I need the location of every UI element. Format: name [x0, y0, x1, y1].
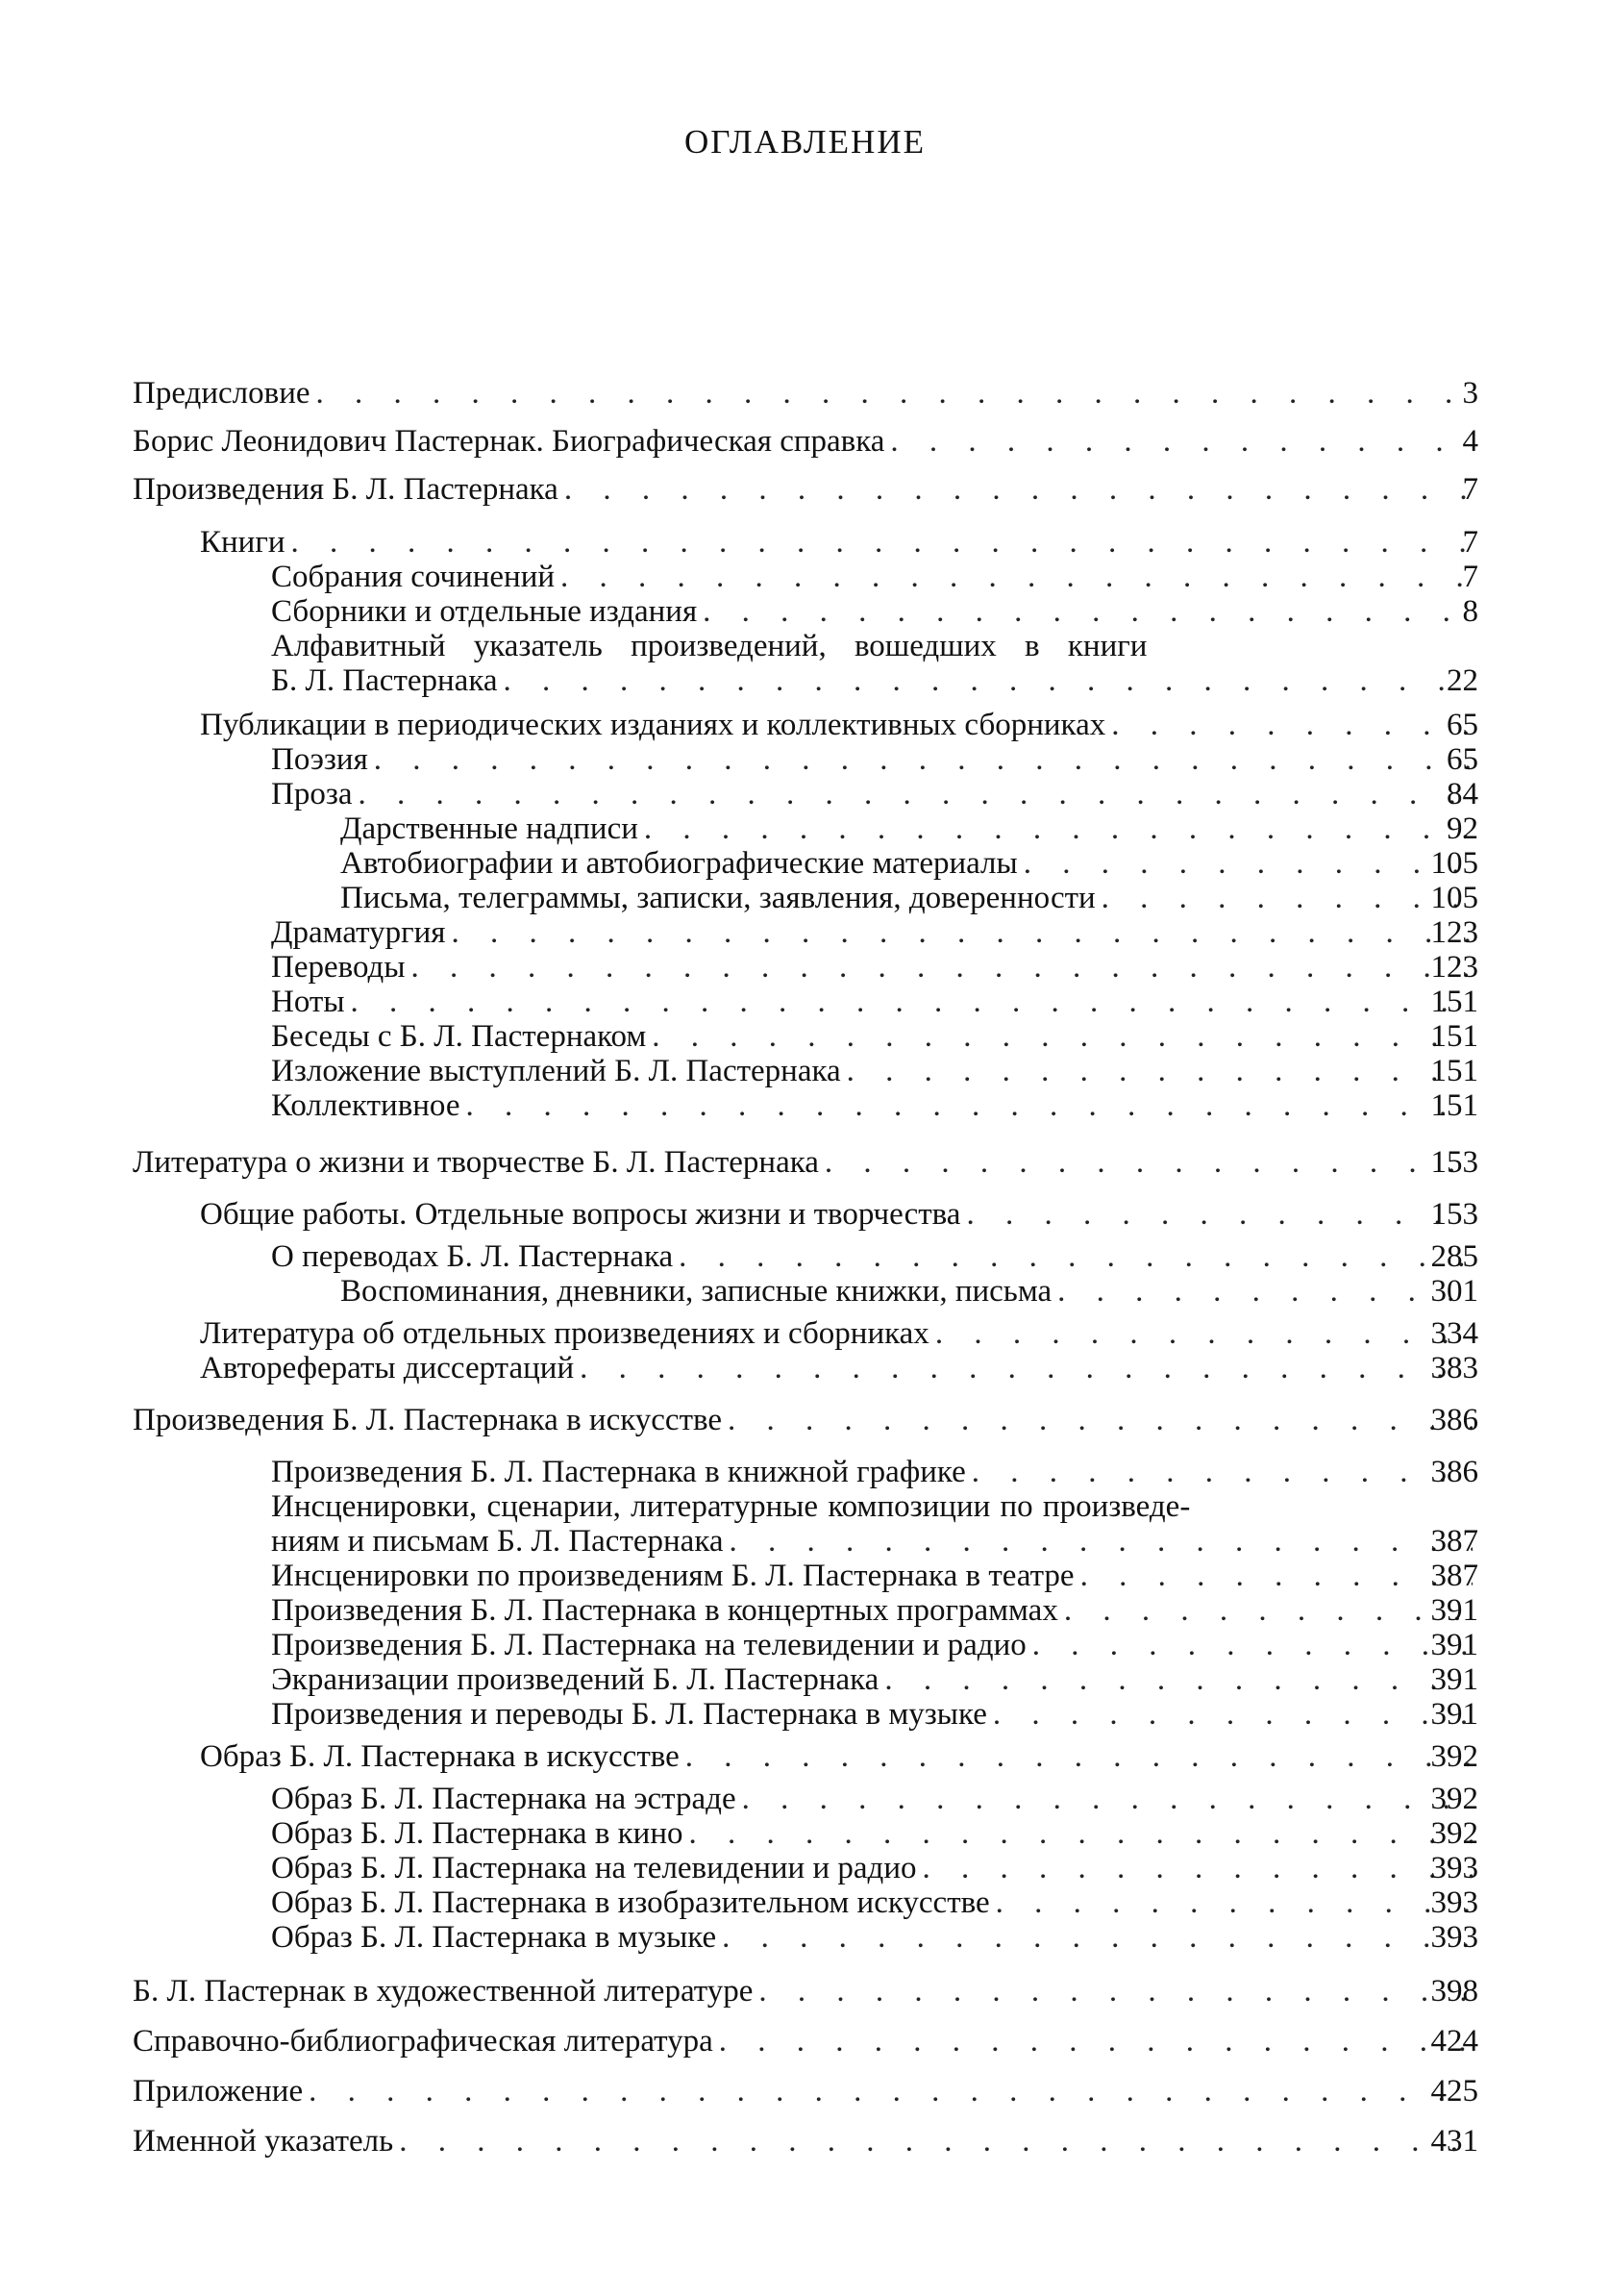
toc-entry-page: 153 — [1430, 1145, 1478, 1180]
toc-entry-label: Приложение — [133, 2074, 304, 2109]
dot-leader — [1032, 1627, 1473, 1663]
dot-leader — [722, 1919, 1473, 1956]
toc-entry — [133, 2023, 1478, 2059]
toc-entry — [271, 776, 1478, 812]
toc-entry — [133, 1973, 1478, 2009]
toc-entry — [271, 559, 1478, 595]
toc-entry-label: Предисловие — [133, 376, 310, 411]
dot-leader — [996, 1884, 1473, 1921]
toc-entry-page: 7 — [1462, 472, 1478, 507]
toc-entry-page: 387 — [1430, 1559, 1478, 1593]
toc-entry-page: 393 — [1430, 1920, 1478, 1955]
toc-entry-label: Авторефераты диссертаций — [200, 1351, 575, 1385]
dot-leader — [374, 741, 1473, 778]
toc-entry-page: 387 — [1430, 1524, 1478, 1559]
dot-leader — [291, 524, 1473, 561]
toc-entry-page: 151 — [1430, 1054, 1478, 1088]
toc-entry-label: Произведения Б. Л. Пастернака — [133, 472, 558, 507]
toc-entry-label: Справочно-библиографическая литература — [133, 2024, 713, 2059]
toc-entry-page: 22 — [1447, 663, 1478, 698]
page-title: ОГЛАВЛЕНИЕ — [684, 123, 926, 161]
toc-entry — [200, 1350, 1478, 1386]
toc-entry-label: Инсценировки по произведениям Б. Л. Пастернака в театре — [271, 1559, 1075, 1593]
toc-entry-label: Образ Б. Л. Пастернака в искусстве — [200, 1739, 680, 1774]
dot-leader — [890, 423, 1473, 460]
toc-entry-label: Драматургия — [271, 915, 446, 950]
toc-entry-label: Произведения Б. Л. Пастернака на телевидении и радио — [271, 1628, 1027, 1662]
toc-entry — [271, 1627, 1478, 1663]
toc-entry-label: Образ Б. Л. Пастернака на телевидении и радио — [271, 1851, 917, 1885]
toc-entry-label: Ноты — [271, 985, 345, 1019]
toc-entry — [340, 845, 1478, 882]
toc-entry — [340, 811, 1478, 847]
toc-entry-page: 392 — [1430, 1782, 1478, 1816]
toc-entry-page: 92 — [1447, 811, 1478, 846]
toc-entry-page: 65 — [1447, 708, 1478, 742]
toc-entry-label: Беседы с Б. Л. Пастернаком — [271, 1019, 647, 1054]
toc-entry-label: Книги — [200, 525, 285, 560]
toc-entry-label: Сборники и отдельные издания — [271, 594, 698, 629]
dot-leader — [451, 914, 1473, 951]
toc-entry-page: 391 — [1430, 1662, 1478, 1697]
toc-entry-label: О переводах Б. Л. Пастернака — [271, 1239, 674, 1274]
toc-entry-page: 383 — [1430, 1351, 1478, 1385]
toc-entry-label: Литература о жизни и творчестве Б. Л. Пастернака — [133, 1145, 819, 1180]
toc-entry-page: 391 — [1430, 1628, 1478, 1662]
toc-entry-page: 123 — [1430, 915, 1478, 950]
toc-entry — [271, 1781, 1478, 1817]
dot-leader — [359, 776, 1473, 812]
dot-leader — [309, 2073, 1473, 2109]
toc-entry-label: Экранизации произведений Б. Л. Пастернака — [271, 1662, 879, 1697]
toc-entry — [340, 1273, 1478, 1310]
toc-entry — [340, 880, 1478, 916]
toc-entry-page: 424 — [1430, 2024, 1478, 2059]
toc-entry — [133, 2123, 1478, 2159]
toc-entry — [271, 1592, 1478, 1629]
toc-entry — [133, 471, 1478, 508]
toc-entry-label: Б. Л. Пастернака — [271, 663, 498, 698]
dot-leader — [1024, 845, 1473, 882]
dot-leader — [644, 811, 1473, 847]
toc-entry-label: Образ Б. Л. Пастернака в музыке — [271, 1920, 717, 1955]
toc-entry — [271, 1488, 1398, 1525]
dot-leader — [935, 1315, 1473, 1352]
toc-entry — [271, 1238, 1478, 1275]
toc-entry-label: Произведения Б. Л. Пастернака в концертных программах — [271, 1593, 1058, 1628]
toc-entry-label: Образ Б. Л. Пастернака в изобразительном искусстве — [271, 1885, 990, 1920]
toc-entry-page: 153 — [1430, 1197, 1478, 1232]
toc-entry — [271, 1053, 1478, 1089]
toc-entry-label: Борис Леонидович Пастернак. Биографическая справка — [133, 424, 885, 459]
dot-leader — [703, 593, 1473, 630]
toc-entry — [271, 1815, 1478, 1852]
toc-entry-label: Коллективное — [271, 1088, 460, 1123]
toc-entry — [271, 593, 1478, 630]
toc-entry-label: Проза — [271, 777, 353, 811]
toc-entry — [271, 1919, 1478, 1956]
dot-leader — [466, 1087, 1474, 1124]
dot-leader — [922, 1850, 1473, 1886]
toc-entry-label: Переводы — [271, 950, 406, 985]
toc-entry-page: 334 — [1430, 1316, 1478, 1351]
toc-entry-page: 151 — [1430, 985, 1478, 1019]
dot-leader — [399, 2123, 1473, 2159]
toc-entry — [133, 423, 1478, 460]
toc-entry-label: Произведения Б. Л. Пастернака в искусстве — [133, 1403, 723, 1437]
toc-entry-page: 7 — [1462, 560, 1478, 594]
toc-entry-label: Б. Л. Пастернак в художественной литературе — [133, 1974, 754, 2009]
toc-entry-page: 398 — [1430, 1974, 1478, 2009]
toc-entry-label: Образ Б. Л. Пастернака на эстраде — [271, 1782, 736, 1816]
toc-entry — [200, 1738, 1478, 1775]
dot-leader — [993, 1696, 1473, 1733]
toc-entry — [200, 1315, 1478, 1352]
dot-leader — [580, 1350, 1473, 1386]
toc-entry — [271, 1558, 1478, 1594]
dot-leader — [504, 662, 1473, 699]
toc-entry-page: 4 — [1462, 424, 1478, 459]
dot-leader — [652, 1018, 1473, 1055]
dot-leader — [689, 1815, 1473, 1852]
dot-leader — [972, 1454, 1473, 1490]
dot-leader — [825, 1144, 1473, 1181]
toc-entry — [200, 707, 1478, 743]
toc-entry-page: 8 — [1462, 594, 1478, 629]
toc-entry-label: Общие работы. Отдельные вопросы жизни и творчества — [200, 1197, 961, 1232]
toc-entry — [271, 984, 1478, 1020]
toc-entry-label: Инсценировки, сценарии, литературные композиции по произведе- — [271, 1489, 1191, 1524]
dot-leader — [728, 1402, 1473, 1438]
dot-leader — [719, 2023, 1473, 2059]
dot-leader — [316, 375, 1474, 412]
toc-entry-page: 386 — [1430, 1403, 1478, 1437]
dot-leader — [560, 559, 1473, 595]
dot-leader — [679, 1238, 1473, 1275]
toc-entry-label: Автобиографии и автобиографические материалы — [340, 846, 1018, 881]
toc-entry-page: 105 — [1430, 846, 1478, 881]
toc-entry — [133, 1402, 1478, 1438]
toc-entry-page: 392 — [1430, 1739, 1478, 1774]
toc-entry-label: Публикации в периодических изданиях и коллективных сборниках — [200, 708, 1106, 742]
toc-entry-page: 431 — [1430, 2124, 1478, 2159]
dot-leader — [847, 1053, 1473, 1089]
toc-entry — [271, 1850, 1478, 1886]
toc-entry-page: 392 — [1430, 1816, 1478, 1851]
dot-leader — [742, 1781, 1473, 1817]
toc-entry — [271, 1454, 1478, 1490]
toc-entry — [271, 628, 1398, 664]
toc-entry-page: 393 — [1430, 1851, 1478, 1885]
toc-entry-label: Алфавитный указатель произведений, вошедших в книги — [271, 629, 1148, 663]
toc-entry — [271, 662, 1478, 699]
dot-leader — [351, 984, 1474, 1020]
toc-entry-label: Литература об отдельных произведениях и сборниках — [200, 1316, 929, 1351]
dot-leader — [884, 1661, 1473, 1698]
toc-entry — [271, 1696, 1478, 1733]
toc-entry-page: 285 — [1430, 1239, 1478, 1274]
dot-leader — [758, 1973, 1473, 2009]
toc-entry — [271, 1523, 1478, 1560]
toc-entry — [133, 2073, 1478, 2109]
toc-entry-label: Поэзия — [271, 742, 368, 777]
toc-entry-label: Именной указатель — [133, 2124, 394, 2159]
toc-entry — [271, 1661, 1478, 1698]
toc-entry-page: 391 — [1430, 1697, 1478, 1732]
dot-leader — [411, 949, 1474, 986]
toc-entry-label: Письма, телеграммы, записки, заявления, доверенности — [340, 881, 1096, 915]
toc-entry — [271, 1087, 1478, 1124]
toc-entry-page: 65 — [1447, 742, 1478, 777]
toc-entry-page: 123 — [1430, 950, 1478, 985]
toc-entry-page: 393 — [1430, 1885, 1478, 1920]
dot-leader — [685, 1738, 1473, 1775]
toc-entry-label: Образ Б. Л. Пастернака в кино — [271, 1816, 683, 1851]
dot-leader — [730, 1523, 1473, 1560]
toc-entry-label: Произведения и переводы Б. Л. Пастернака в музыке — [271, 1697, 987, 1732]
toc-entry-page: 84 — [1447, 777, 1478, 811]
toc-entry-page: 151 — [1430, 1088, 1478, 1123]
toc-entry — [133, 375, 1478, 412]
dot-leader — [966, 1196, 1473, 1233]
toc-entry-label: Собрания сочинений — [271, 560, 556, 594]
toc-entry — [271, 949, 1478, 986]
toc-entry — [271, 914, 1478, 951]
toc-entry-label: ниям и письмам Б. Л. Пастернака — [271, 1524, 724, 1559]
toc-entry — [200, 524, 1478, 561]
toc-entry-label: Дарственные надписи — [340, 811, 638, 846]
toc-entry-page: 425 — [1430, 2074, 1478, 2109]
toc-entry-label: Воспоминания, дневники, записные книжки, письма — [340, 1274, 1053, 1309]
toc-entry — [271, 1884, 1478, 1921]
toc-entry-label: Произведения Б. Л. Пастернака в книжной графике — [271, 1455, 966, 1489]
toc-entry-page: 301 — [1430, 1274, 1478, 1309]
toc-entry-label: Изложение выступлений Б. Л. Пастернака — [271, 1054, 841, 1088]
toc-entry-page: 105 — [1430, 881, 1478, 915]
toc-entry-page: 3 — [1462, 376, 1478, 411]
toc-entry — [133, 1144, 1478, 1181]
toc-entry-page: 386 — [1430, 1455, 1478, 1489]
toc-entry-page: 7 — [1462, 525, 1478, 560]
dot-leader — [564, 471, 1473, 508]
toc-entry — [271, 1018, 1478, 1055]
toc-entry — [271, 741, 1478, 778]
toc-entry — [200, 1196, 1478, 1233]
toc-entry-page: 151 — [1430, 1019, 1478, 1054]
toc-entry-page: 391 — [1430, 1593, 1478, 1628]
